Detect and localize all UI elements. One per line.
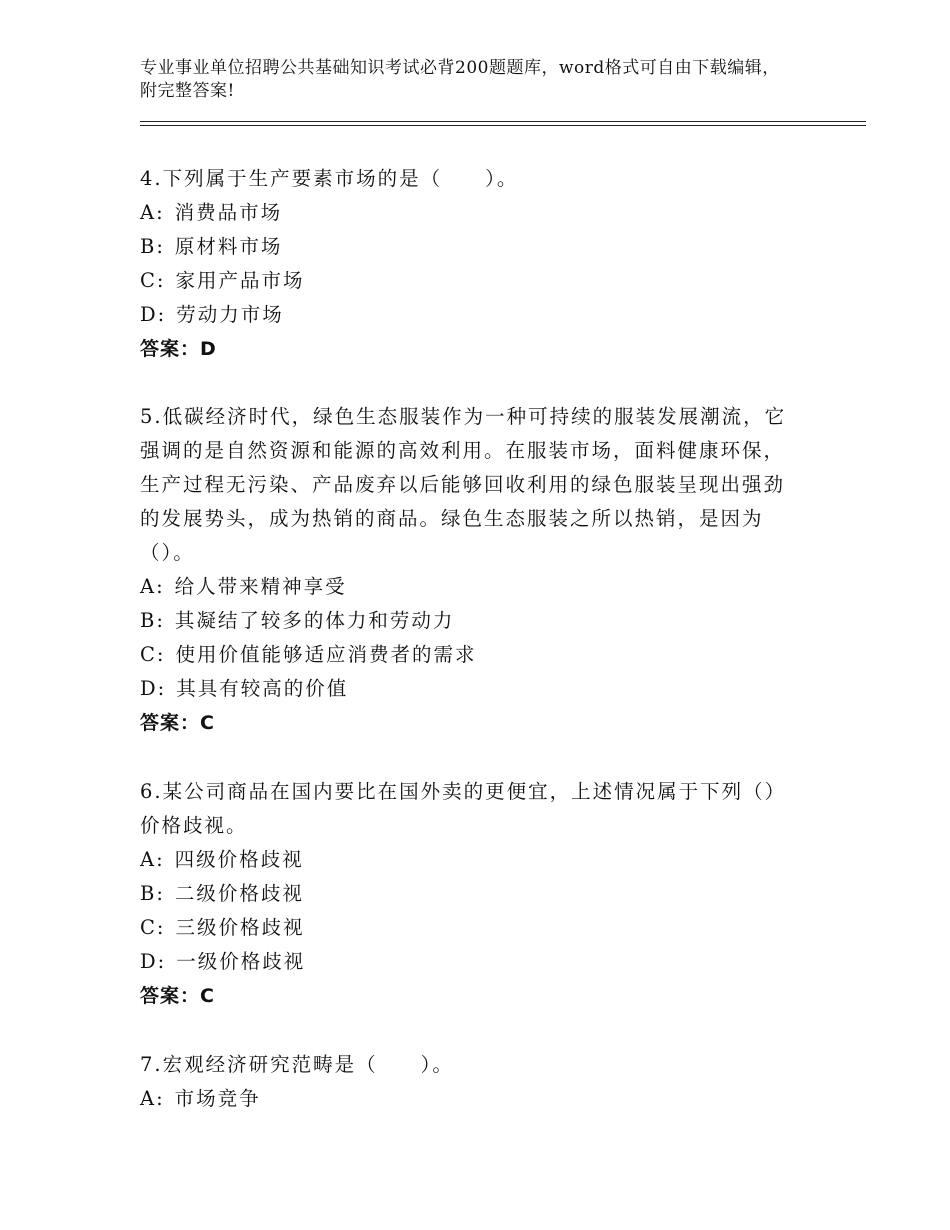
question-6: [140, 775, 800, 1013]
option-letter: A:: [140, 575, 165, 598]
option-letter: A:: [140, 848, 165, 871]
option-a: [140, 843, 800, 877]
option-text: 消费品市场: [174, 201, 283, 224]
option-letter: B:: [140, 609, 165, 632]
header-divider-bottom: [140, 125, 866, 126]
option-text: 四级价格歧视: [174, 848, 304, 871]
question-stem: 6.某公司商品在国内要比在国外卖的更便宜，上述情况属于下列（）价格歧视。: [140, 780, 787, 837]
question-stem: 7.宏观经济研究范畴是（ ）。: [140, 1053, 454, 1076]
answer-label: 答案：C: [140, 712, 215, 734]
option-text: 其具有较高的价值: [176, 677, 349, 700]
option-text: 其凝结了较多的体力和劳动力: [174, 609, 455, 632]
question-7: [140, 1048, 800, 1116]
option-letter: C:: [140, 269, 166, 292]
option-a: [140, 1082, 800, 1116]
option-b: [140, 230, 800, 264]
question-stem: 5.低碳经济时代，绿色生态服装作为一种可持续的服装发展潮流，它强调的是自然资源和能源的高效利用。在服装市场，面料健康环保，生产过程无污染、产品废弃以后能够回收利用的绿色服装呈现出强劲的发展势头，成为热销的商品。绿色生态服装之所以热销，是因为（）。: [140, 405, 787, 564]
option-letter: B:: [140, 882, 165, 905]
option-text: 原材料市场: [174, 235, 283, 258]
option-c: [140, 911, 800, 945]
option-a: [140, 196, 800, 230]
option-text: 三级价格歧视: [175, 916, 305, 939]
option-text: 一级价格歧视: [176, 950, 306, 973]
option-c: [140, 264, 800, 298]
option-letter: A:: [140, 1087, 165, 1110]
option-letter: C:: [140, 916, 166, 939]
option-text: 使用价值能够适应消费者的需求: [175, 643, 477, 666]
option-text: 给人带来精神享受: [174, 575, 347, 598]
option-b: [140, 604, 800, 638]
question-stem: 4.下列属于生产要素市场的是（ ）。: [140, 167, 519, 190]
option-b: [140, 877, 800, 911]
answer-label: 答案：C: [140, 985, 215, 1007]
option-d: [140, 298, 800, 332]
option-letter: D:: [140, 303, 167, 326]
option-text: 市场竞争: [174, 1087, 261, 1110]
option-d: [140, 945, 800, 979]
option-letter: D:: [140, 950, 167, 973]
option-a: [140, 570, 800, 604]
question-5: [140, 400, 800, 740]
option-letter: B:: [140, 235, 165, 258]
option-text: 二级价格歧视: [174, 882, 304, 905]
answer-label: 答案：D: [140, 338, 217, 360]
option-d: [140, 672, 800, 706]
option-letter: D:: [140, 677, 167, 700]
question-4: [140, 162, 800, 366]
option-text: 劳动力市场: [176, 303, 284, 326]
option-letter: C:: [140, 643, 166, 666]
option-letter: A:: [140, 201, 165, 224]
option-c: [140, 638, 800, 672]
document-header: 专业事业单位招聘公共基础知识考试必背200题题库，word格式可自由下载编辑，附完整答案!: [140, 58, 780, 101]
header-divider-top: [140, 121, 866, 122]
option-text: 家用产品市场: [175, 269, 305, 292]
